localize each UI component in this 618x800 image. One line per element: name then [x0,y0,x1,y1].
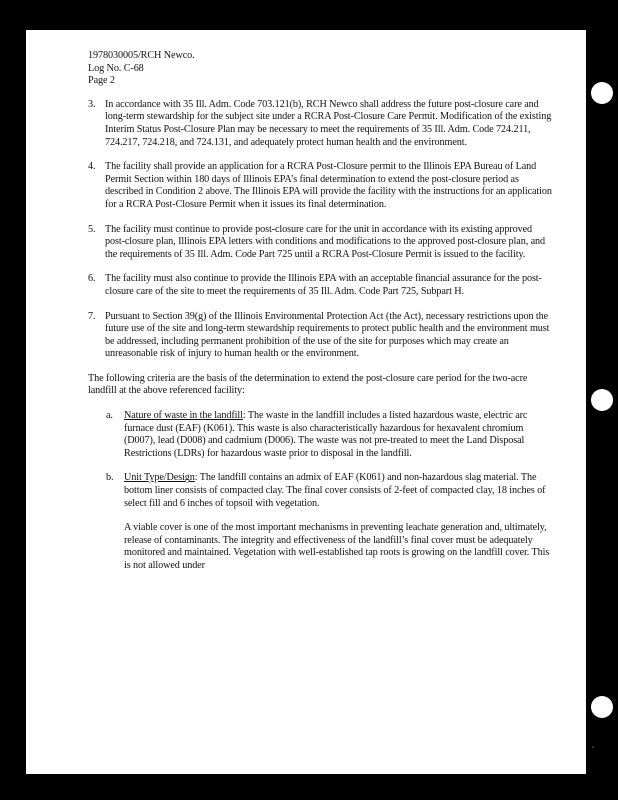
criterion-text: : The waste in the landfill includes a listed hazardous waste, electric arc furnace dust (EAF) (K061). This waste is also characteristically hazardous for hexavalent chromium (D007), lead (D008) and cadmium (D006). The waste was not pre-treated to meet the Land Disposal Restrictions (LDRs) for hazardous waste prior to disposal in the landfill. [124,410,528,459]
criterion-letter: b. [106,472,114,484]
document-body [88,50,553,585]
criterion-b [88,472,553,510]
condition-text: In accordance with 35 Ill. Adm. Code 703.121(b), RCH Newco shall address the future post-closure care and long-term stewardship for the subject site under a RCRA Post-Closure Care Permit. Modification of the existing Interim Status Post-Closure Plan may be necessary to meet the requirements of 35 Ill. Adm. Code 724.211, 724.217, 724.218, and 724.131, and adequately protect human health and the environment. [105,98,552,148]
condition-text: The facility shall provide an application for a RCRA Post-Closure permit to the Illinois EPA Bureau of Land Permit Section within 180 days of Illinois EPA’s final determination to extend the post-closure period as described in Condition 2 above. The Illinois EPA will provide the facility with the instructions for an application for a RCRA Post-Closure Permit when it issues its final determination. [105,161,552,210]
document-page [26,30,586,774]
condition-number: 3. [88,98,96,110]
criterion-heading: Unit Type/Design [124,472,195,484]
scan-border-left [0,0,26,800]
page-header [88,50,553,88]
criterion-b-paragraph: A viable cover is one of the most important mechanisms in preventing leachate generation and, ultimately, release of contaminants. The integrity and effectiveness of the landfill’s final cover must be adequately monitored and maintained. Vegetation with well-established tap roots is growing on the landfill cover. This is not allowed under [124,522,550,571]
punch-hole-top [591,82,613,104]
header-page: Page 2 [88,75,115,87]
punch-hole-bottom [591,696,613,718]
condition-3 [88,99,553,149]
punch-hole-middle [591,389,613,411]
header-log: Log No. C-68 [88,62,144,74]
criterion-heading: Nature of waste in the landfill [124,410,243,422]
criterion-letter: a. [106,410,113,422]
condition-number: 7. [88,310,96,322]
scan-speck [592,746,594,748]
condition-number: 5. [88,223,96,235]
condition-number: 6. [88,273,96,285]
condition-7 [88,311,553,361]
condition-text: Pursuant to Section 39(g) of the Illinois Environmental Protection Act (the Act), necessary restrictions upon the future use of the site and long-term stewardship requirements to protect public health and the environment must be addressed, including permanent prohibition of the use of the site for purposes which may create an unreasonable risk of injury to human health or the environment. [105,310,550,360]
condition-6 [88,273,553,298]
criteria-intro: The following criteria are the basis of the determination to extend the post-closure care period for the two-acre landfill at the above referenced facility: [88,372,528,397]
condition-text: The facility must continue to provide post-closure care for the unit in accordance with its existing approved post-closure plan, Illinois EPA letters with conditions and modifications to the approved post-closure plan, and the requirements of 35 Ill. Adm. Code Part 725 until a RCRA Post-Closure Permit is issued to the facility. [105,223,545,260]
criterion-a [88,410,553,460]
condition-text: The facility must also continue to provide the Illinois EPA with an acceptable financial assurance for the post-closure care of the site to meet the requirements of 35 Ill. Adm. Code Part 725, Subpart H. [105,273,542,297]
condition-5 [88,224,553,262]
condition-number: 4. [88,161,96,173]
header-id: 1978030005/RCH Newco. [88,50,195,61]
criterion-text: : The landfill contains an admix of EAF (K061) and non-hazardous slag material. The bottom liner consists of compacted clay. The final cover consists of 2-feet of compacted clay, 18 inches of select fill and 6 inches of topsoil with vegetation. [124,472,546,509]
condition-4 [88,161,553,211]
scan-border-bottom [0,774,618,800]
scan-border-top [0,0,618,30]
